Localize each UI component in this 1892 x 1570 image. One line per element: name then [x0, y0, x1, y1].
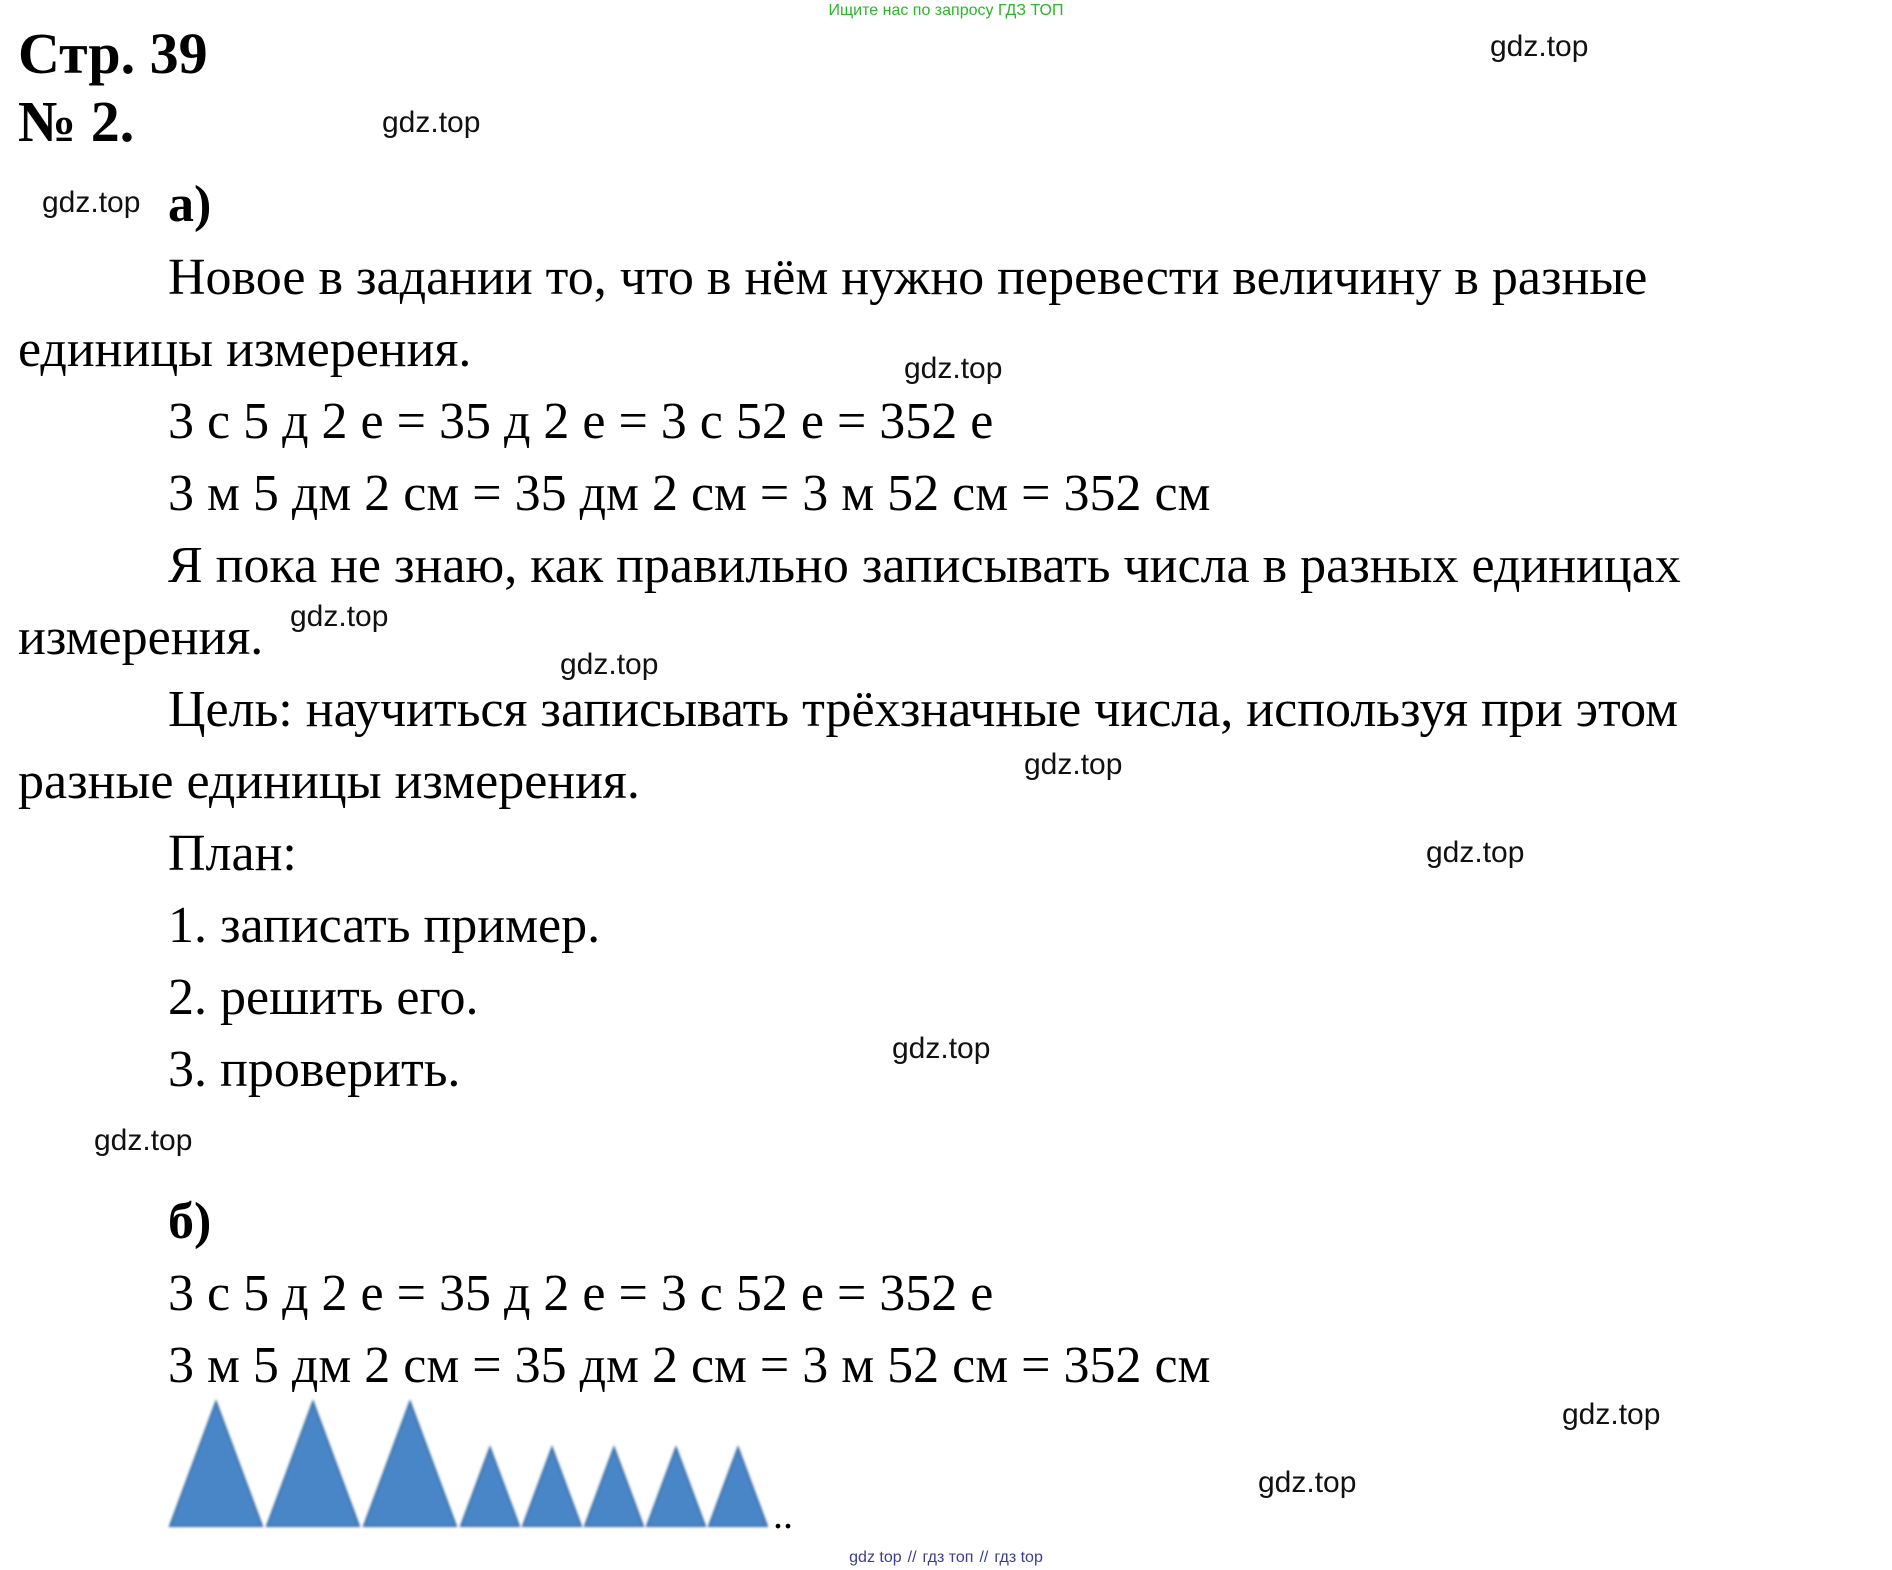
watermark: gdz.top [1024, 748, 1123, 781]
part-a-line: измерения. [18, 609, 264, 666]
plan-item: 1. записать пример. [168, 897, 601, 954]
small-triangle [523, 1448, 581, 1526]
top-banner: Ищите нас по запросу ГДЗ ТОП [828, 2, 1064, 19]
footer [0, 1549, 1892, 1567]
part-a-line: единицы измерения. [18, 321, 472, 378]
part-a-equation: 3 с 5 д 2 е = 35 д 2 е = 3 с 52 е = 352 е [168, 393, 994, 450]
footer-link[interactable]: гдз топ [922, 1549, 974, 1566]
part-a-label: а) [168, 176, 212, 233]
watermark: gdz.top [382, 106, 481, 139]
part-b-equation: 3 с 5 д 2 е = 35 д 2 е = 3 с 52 е = 352 е [168, 1265, 994, 1322]
part-a-equation: 3 м 5 дм 2 см = 35 дм 2 см = 3 м 52 см = 352 см [168, 465, 1211, 522]
page-title: Стр. 39 [18, 21, 208, 86]
watermark: gdz.top [1562, 1398, 1661, 1431]
watermark: gdz.top [94, 1124, 193, 1157]
large-triangle [170, 1402, 262, 1526]
task-number: № 2. [18, 89, 135, 154]
footer-link[interactable]: gdz top [849, 1549, 902, 1566]
triangles-figure [168, 1400, 808, 1537]
triangles-svg [168, 1400, 808, 1537]
large-triangle [267, 1402, 359, 1526]
watermark: gdz.top [42, 186, 141, 219]
small-triangle [461, 1448, 519, 1526]
part-b-equation: 3 м 5 дм 2 см = 35 дм 2 см = 3 м 52 см = 352 см [168, 1337, 1211, 1394]
watermark: gdz.top [290, 600, 389, 633]
plan-heading: План: [168, 825, 297, 882]
large-triangle [364, 1402, 456, 1526]
part-a-goal: разные единицы измерения. [18, 753, 640, 810]
watermark: gdz.top [1258, 1466, 1357, 1499]
part-a-goal: Цель: научиться записывать трёхзначные числа, используя при этом [168, 681, 1679, 738]
triangles-trailing: .. [773, 1492, 793, 1537]
watermark: gdz.top [904, 352, 1003, 385]
part-b-label: б) [168, 1193, 212, 1250]
part-a-line: Новое в задании то, что в нём нужно перевести величину в разные [168, 249, 1648, 306]
footer-separator: // [979, 1549, 989, 1566]
watermark: gdz.top [1426, 836, 1525, 869]
watermark: gdz.top [892, 1032, 991, 1065]
part-a-line: Я пока не знаю, как правильно записывать числа в разных единицах [168, 537, 1681, 594]
footer-link[interactable]: гдз top [994, 1549, 1043, 1566]
footer-separator: // [907, 1549, 917, 1566]
small-triangle [585, 1448, 643, 1526]
watermark: gdz.top [560, 648, 659, 681]
watermark: gdz.top [1490, 30, 1589, 63]
small-triangle [647, 1448, 705, 1526]
plan-item: 2. решить его. [168, 969, 479, 1026]
plan-item: 3. проверить. [168, 1041, 461, 1098]
small-triangle [709, 1448, 767, 1526]
